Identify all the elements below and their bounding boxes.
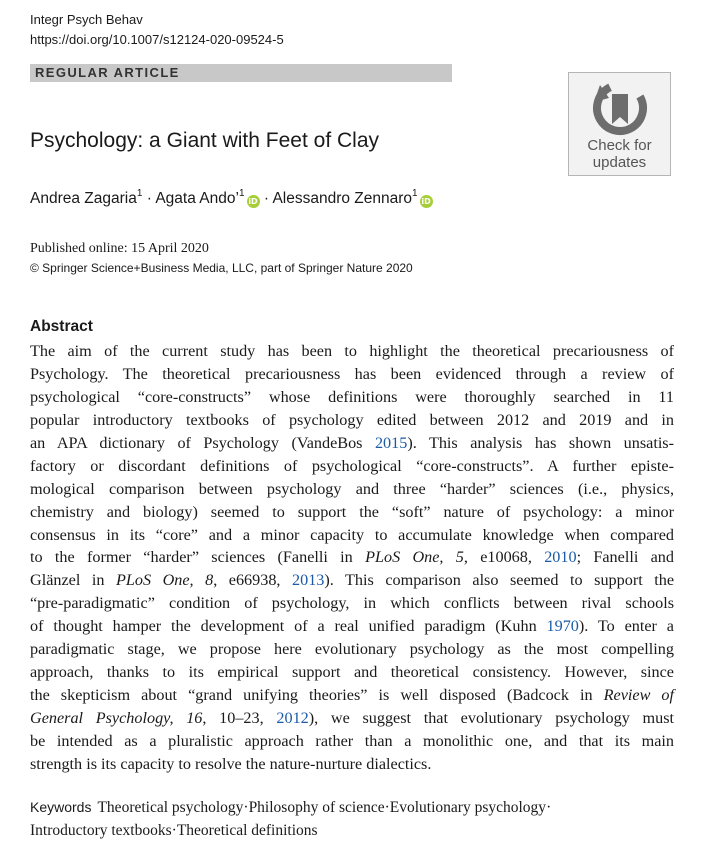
keyword: Theoretical definitions	[176, 822, 318, 839]
journal-name: Integr Psych Behav	[30, 12, 143, 27]
abstract-line: “pre-paradigmatic” condition of psychology, in which conflicts between rival schools	[30, 594, 674, 613]
abstract-line: Glänzel in PLoS One, 8, e66938, 2013). This comparison also seemed to support the	[30, 571, 675, 590]
keyword-separator: ·	[384, 799, 390, 816]
abstract-line: an APA dictionary of Psychology (VandeBos 2015). This analysis has shown unsatis-	[30, 433, 675, 452]
author-affiliation: 1	[412, 188, 418, 199]
abstract-line: chemistry and biology) seemed to support the “soft” nature of psychology: a minor	[30, 502, 674, 521]
author-name[interactable]: Alessandro Zennaro	[272, 190, 413, 208]
abstract-line: popular introductory textbooks of psychology edited between 2012 and 2019 and in	[30, 410, 674, 429]
author-list	[30, 189, 433, 208]
abstract-line: mological comparison between psychology and three “harder” sciences (i.e., physics,	[30, 479, 674, 498]
author-name[interactable]: Agata Ando’	[155, 190, 239, 208]
abstract-line: General Psychology, 16, 10–23, 2012), we suggest that evolutionary psychology must	[30, 709, 675, 727]
check-for-updates-button[interactable]	[568, 72, 671, 176]
abstract-heading: Abstract	[30, 318, 93, 335]
keyword: Introductory textbooks	[30, 822, 172, 839]
abstract-line: paradigmatic stage, we propose here evolutionary psychology as the most compelling	[30, 640, 674, 659]
citation-link[interactable]: 2013	[292, 571, 325, 590]
bookmark-refresh-icon	[591, 80, 649, 136]
author-affiliation: 1	[238, 188, 245, 199]
abstract-line: Psychology. The theoretical precariousness has been evidenced through a review of	[30, 364, 674, 383]
doi-link[interactable]: https://doi.org/10.1007/s12124-020-09524-5	[30, 32, 284, 47]
keyword-separator: ·	[546, 799, 552, 816]
author-affiliation: 1	[136, 188, 143, 199]
article-title: Psychology: a Giant with Feet of Clay	[30, 129, 379, 152]
author-separator: ·	[146, 190, 152, 208]
author-name[interactable]: Andrea Zagaria	[30, 190, 137, 208]
abstract-line: factory or discordant definitions of psychological “core-constructs”. A further episte-	[30, 456, 674, 475]
abstract-line: approach, thanks to its empirical support and theoretical consistency. However, since	[30, 663, 674, 682]
abstract-line: the skepticism about “grand unifying theories” is well disposed (Badcock in Review of	[30, 686, 674, 705]
badge-line-1: Check for	[587, 137, 652, 154]
copyright-notice: © Springer Science+Business Media, LLC, part of Springer Nature 2020	[30, 261, 413, 275]
article-type-bar	[30, 64, 452, 82]
orcid-icon[interactable]: iD	[248, 197, 258, 207]
citation-link[interactable]: 2010	[544, 548, 577, 567]
keywords-label: Keywords	[30, 799, 92, 815]
keywords-section	[30, 796, 690, 842]
keyword: Philosophy of science	[248, 799, 385, 816]
article-type-label: REGULAR ARTICLE	[35, 65, 180, 80]
abstract-line: be intended as a pluralistic approach rather than a monolithic one, and that its main	[30, 731, 674, 750]
orcid-icon[interactable]: iD	[421, 197, 431, 207]
keyword-separator: ·	[243, 799, 249, 816]
abstract-body	[30, 340, 674, 776]
keyword: Theoretical psychology	[97, 799, 244, 816]
published-date: Published online: 15 April 2020	[30, 241, 209, 256]
citation-link[interactable]: 1970	[546, 617, 579, 636]
abstract-line: psychological “core-constructs” whose definitions were thoroughly searched in 11	[30, 387, 674, 406]
keyword: Evolutionary psychology	[389, 799, 547, 816]
abstract-line: The aim of the current study has been to highlight the theoretical precariousness of	[30, 342, 674, 360]
keyword-separator: ·	[171, 822, 177, 839]
abstract-line: consensus in its “core” and a minor capacity to accumulate knowledge when compared	[30, 525, 674, 544]
abstract-line: of thought hamper the development of a real unified paradigm (Kuhn 1970). To enter a	[30, 617, 674, 636]
badge-line-2: updates	[592, 154, 647, 171]
citation-link[interactable]: 2012	[276, 709, 309, 727]
citation-link[interactable]: 2015	[374, 433, 408, 452]
author-separator: ·	[263, 190, 269, 208]
abstract-line: strength is its capacity to resolve the nature-nurture dialectics.	[30, 754, 432, 773]
abstract-line: to the former “harder” sciences (Fanelli in PLoS One, 5, e10068, 2010; Fanelli and	[30, 548, 674, 567]
